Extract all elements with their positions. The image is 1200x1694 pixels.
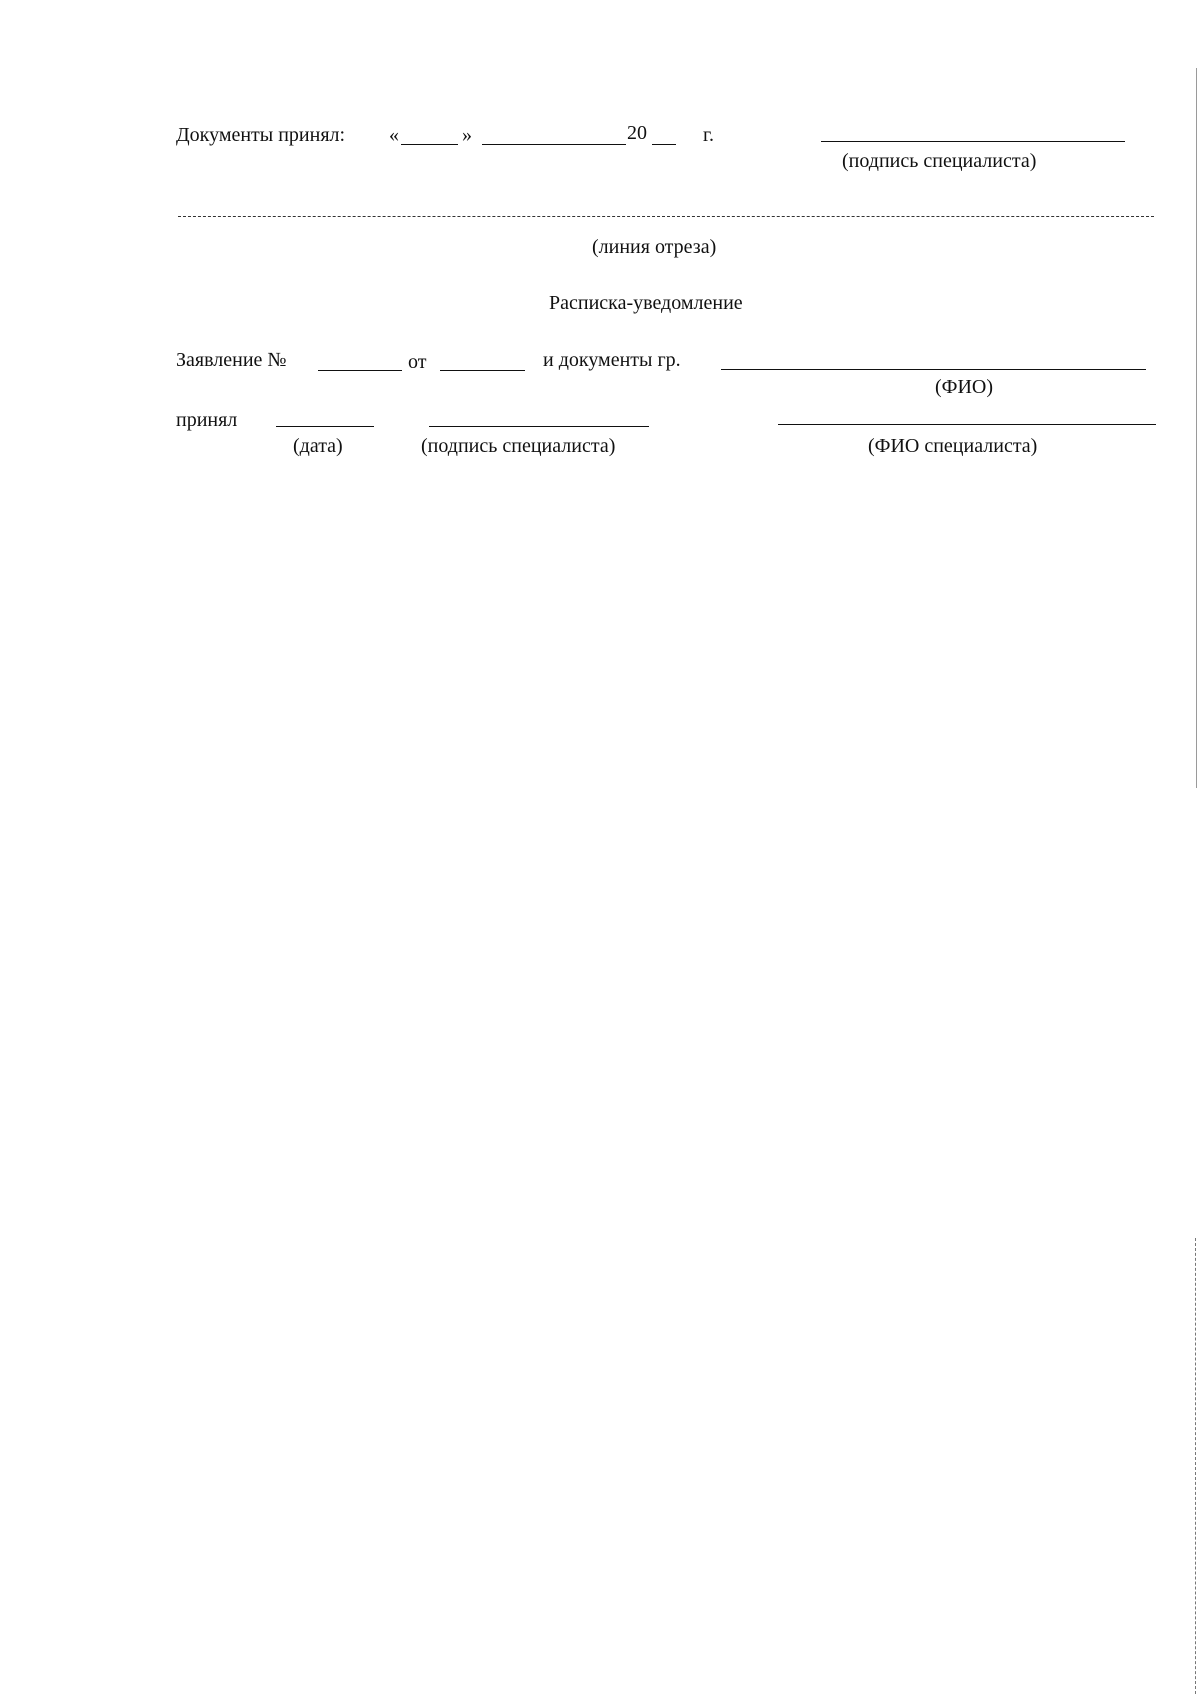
specialist-signature-caption: (подпись специалиста) [842,150,1037,172]
specialist-fio-line [778,424,1156,425]
specialist-fio-caption: (ФИО специалиста) [868,435,1038,457]
notice-title: Расписка-уведомление [549,292,743,314]
application-number-blank [318,370,402,371]
cut-line [178,216,1154,217]
date-caption: (дата) [293,435,343,457]
signature-line [429,426,649,427]
documents-accepted-label: Документы принял: [176,124,346,146]
specialist-signature-line [821,141,1125,142]
year-suffix: г. [703,124,714,146]
signature-caption: (подпись специалиста) [421,435,616,457]
citizen-fio-caption: (ФИО) [935,376,994,398]
application-from-label: от [408,351,427,373]
citizen-fio-line [721,369,1146,370]
quote-open: « [389,124,399,146]
scan-edge-mark-lower [1195,1238,1196,1694]
cut-line-caption: (линия отреза) [592,236,717,258]
documents-citizen-label: и документы гр. [543,349,681,371]
application-number-label: Заявление № [176,349,287,371]
date-line [276,426,374,427]
year-blank [652,144,676,145]
month-blank [482,144,626,145]
day-blank [401,144,458,145]
quote-close: » [462,124,472,146]
accepted-label: принял [176,409,238,431]
year-prefix: 20 [627,122,647,144]
scan-edge-mark-upper [1196,68,1197,788]
application-date-blank [440,370,525,371]
